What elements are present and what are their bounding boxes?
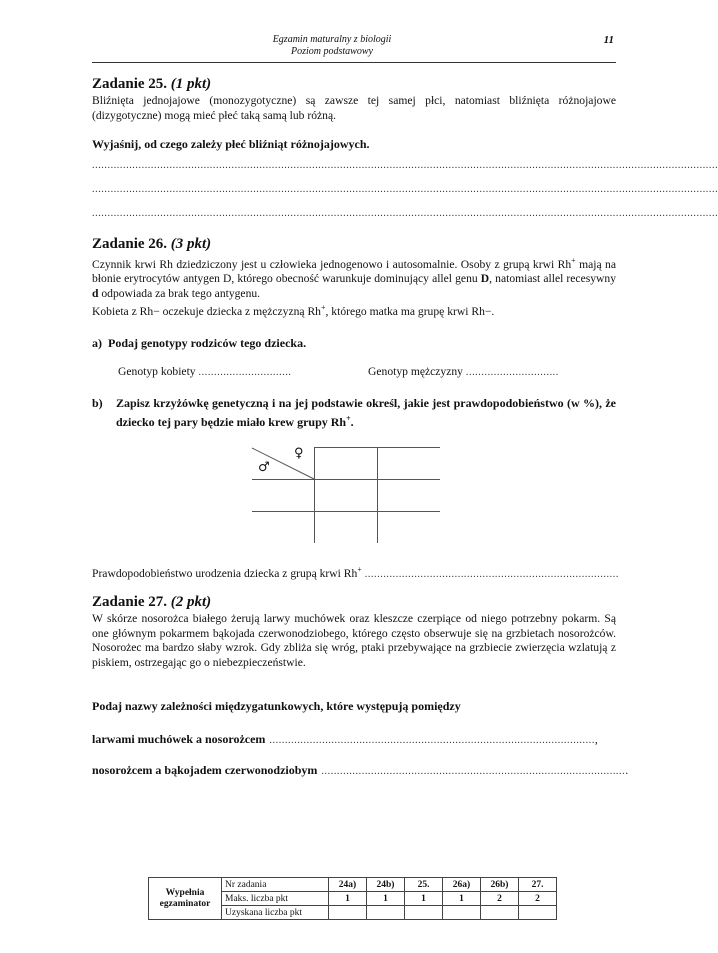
genotype-female-field[interactable] [118, 365, 292, 381]
row-label-max-points: Maks. liczba pkt [222, 892, 329, 906]
text-segment: Zapisz krzyżówkę genetyczną i na jej podstawie określ, jakie jest prawdopodobieństwo (w %), że dziecko tej pary będzie miało krew grupy Rh [116, 396, 616, 429]
task25-points: (1 pkt) [170, 76, 212, 92]
obtained-points-cell[interactable] [443, 906, 481, 920]
text-segment: . [350, 415, 354, 429]
answer-line[interactable]: ......................................................................................................... [269, 735, 595, 746]
task26-number: Zadanie 26. [92, 236, 168, 252]
punnett-cell[interactable] [252, 512, 315, 544]
relation-1-label: larwami muchówek a nosorożcem [92, 732, 266, 746]
text-segment: mają na błonie erytrocytów antygen D, którego obecność warunkuje dominujący allel genu [92, 257, 616, 286]
max-points-cell: 1 [443, 892, 481, 906]
text-segment: , natomiast allel recesywny [489, 272, 616, 286]
question-label: b) [92, 396, 103, 410]
rh-minus-sign: − [153, 305, 160, 319]
row-label-task-number: Nr zadania [222, 878, 329, 892]
task25-question: Wyjaśnij, od czego zależy płeć bliźniąt różnojajowych. [92, 137, 370, 151]
side-label-line: Wypełnia [165, 887, 205, 898]
rh-minus-sign: − [484, 305, 492, 319]
obtained-points-cell[interactable] [519, 906, 557, 920]
answer-line[interactable]: .................................................................................................. [321, 766, 626, 777]
task27-text: W skórze nosorożca białego żerują larwy muchówek oraz kleszcze czerpiące od niego potrzebny pokarm. Są one głównym pokarmem bąkojada czerwonodziobego, którego często obserwuje się na grzbietach nosorożców. Nosorożec ma bardzo słaby wzrok. Gdy zbliża się wróg, ptaki przebywające na grzbiecie zwierzęcia wzlatują z piskiem, ostrzegając go o niebezpieczeństwie. [92, 612, 616, 669]
task-number-cell: 25. [405, 878, 443, 892]
page-number: 11 [603, 34, 614, 46]
task25-title [92, 76, 211, 93]
task26-question-b [92, 396, 616, 430]
page-header [0, 34, 664, 58]
obtained-points-cell[interactable] [481, 906, 519, 920]
task-number-cell: 26a) [443, 878, 481, 892]
question-label: a) [92, 336, 102, 350]
punctuation: , [594, 733, 598, 746]
obtained-points-cell[interactable] [329, 906, 367, 920]
punnett-cell[interactable] [315, 448, 378, 480]
punnett-cell[interactable] [378, 448, 441, 480]
task27-points: (2 pkt) [170, 594, 212, 610]
task26-question-a [92, 336, 306, 351]
punnett-cell[interactable] [252, 480, 315, 512]
female-symbol-icon: ♀ [294, 445, 304, 461]
max-points-cell: 1 [367, 892, 405, 906]
max-points-cell: 2 [519, 892, 557, 906]
header-rule [92, 62, 616, 63]
punnett-square [252, 447, 440, 543]
punctuation: . [625, 764, 629, 777]
obtained-points-cell[interactable] [367, 906, 405, 920]
text-segment: odpowiada za brak tego antygenu. [98, 286, 261, 300]
task25-number: Zadanie 25. [92, 76, 168, 92]
header-exam-title: Egzamin maturalny z biologii [272, 34, 392, 45]
relation-1-field[interactable] [92, 730, 616, 748]
text-segment: Kobieta z Rh [92, 305, 154, 319]
answer-line[interactable]: .................................................................................. [364, 568, 619, 580]
punnett-corner-cell [252, 445, 315, 480]
max-points-cell: 2 [481, 892, 519, 906]
answer-line[interactable]: .......................................................................................................................................................................................................... [92, 208, 718, 219]
genotype-male-field[interactable] [368, 365, 559, 381]
punnett-cell[interactable] [378, 480, 441, 512]
task26-points: (3 pkt) [170, 236, 212, 252]
punnett-cell[interactable] [315, 512, 378, 544]
text-segment: Czynnik krwi Rh dziedziczony jest u człowieka jednogenowo i autosomalnie. Osoby z grupą krwi Rh [92, 257, 572, 271]
recessive-allele: d [92, 286, 99, 300]
text-segment: oczekuje dziecka z mężczyzną Rh [159, 305, 321, 319]
rh-plus-sign: + [357, 565, 362, 574]
text-segment: . [491, 305, 495, 319]
relation-2-label: nosorożcem a bąkojadem czerwonodziobym [92, 763, 318, 777]
side-label-line: egzaminator [159, 898, 211, 909]
task-number-cell: 24b) [367, 878, 405, 892]
genotype-male-label: Genotyp mężczyzny [368, 365, 463, 378]
genotype-female-label: Genotyp kobiety [118, 365, 196, 378]
text-segment: , którego matka ma grupę krwi Rh [325, 305, 485, 319]
punnett-cell[interactable] [378, 512, 441, 544]
task27-question: Podaj nazwy zależności międzygatunkowych, które występują pomiędzy [92, 699, 461, 713]
rh-plus-sign: + [571, 256, 576, 265]
relation-2-field[interactable] [92, 761, 629, 779]
male-symbol-icon: ♂ [258, 459, 270, 475]
max-points-cell: 1 [405, 892, 443, 906]
question-text [116, 396, 616, 430]
task27-title [92, 594, 211, 611]
task-number-cell: 26b) [481, 878, 519, 892]
task25-text: Bliźnięta jednojajowe (monozygotyczne) są zawsze tej samej płci, natomiast bliźnięta różnojajowe (dizygotyczne) mogą mieć płeć taką samą lub różną. [92, 94, 616, 122]
rh-plus-sign: + [346, 414, 351, 423]
task-number-cell: 27. [519, 878, 557, 892]
dominant-allele: D [480, 272, 490, 286]
task27-number: Zadanie 27. [92, 594, 168, 610]
answer-line[interactable]: .......................................................................................................................................................................................................... [92, 160, 718, 171]
score-table-side-label [149, 878, 222, 920]
score-table [148, 877, 557, 920]
answer-line[interactable]: .............................. [465, 367, 559, 378]
max-points-cell: 1 [329, 892, 367, 906]
task26-title [92, 236, 211, 253]
task-number-cell: 24a) [329, 878, 367, 892]
answer-line[interactable]: .......................................................................................................................................................................................................... [92, 184, 718, 195]
rh-plus-sign: + [320, 303, 326, 313]
task26-text [92, 254, 616, 320]
probability-field[interactable] [92, 563, 619, 582]
answer-line[interactable]: .............................. [198, 367, 292, 378]
row-label-obtained-points: Uzyskana liczba pkt [222, 906, 329, 920]
probability-label: Prawdopodobieństwo urodzenia dziecka z grupą krwi Rh [92, 566, 358, 580]
header-level: Poziom podstawowy [291, 46, 373, 57]
question-text: Podaj genotypy rodziców tego dziecka. [108, 336, 307, 350]
punnett-cell[interactable] [315, 480, 378, 512]
obtained-points-cell[interactable] [405, 906, 443, 920]
